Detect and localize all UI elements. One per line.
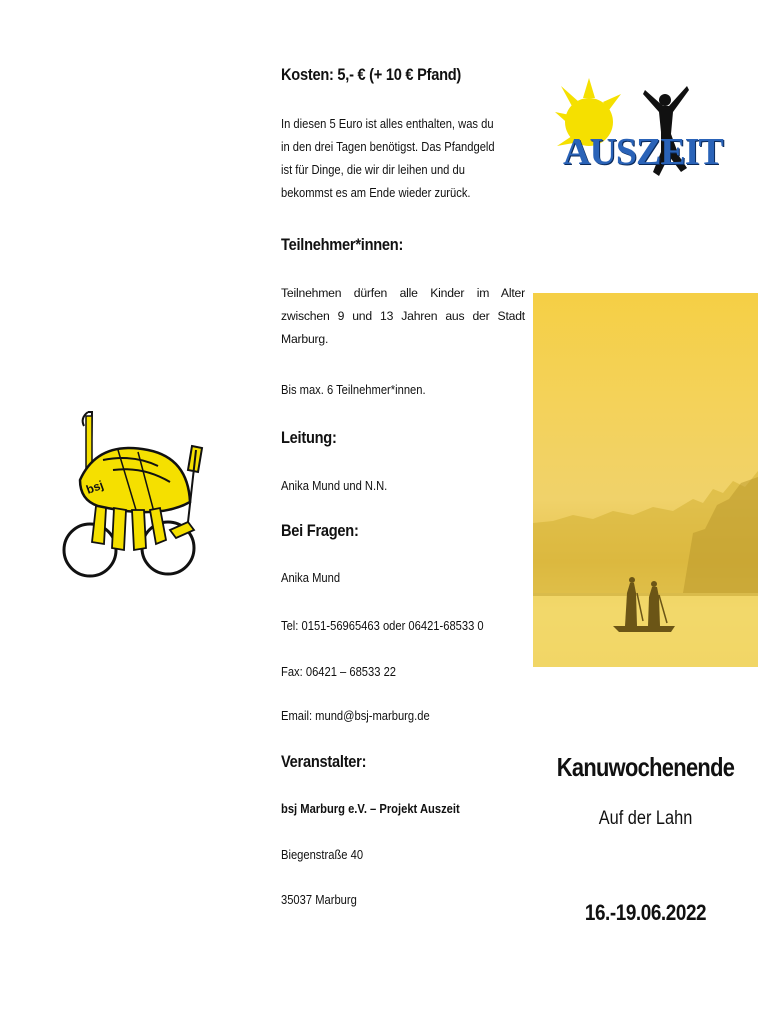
canoe-lake-photo: [533, 293, 758, 667]
cover-title: Kanuwochenende: [556, 752, 735, 782]
participants-text: Teilnehmen dürfen alle Kinder im Alter zwischen 9 und 13 Jahren aus der Stadt Marburg.: [281, 286, 525, 346]
contact-name: Anika Mund: [281, 570, 341, 585]
contact-email[interactable]: Email: mund@bsj-marburg.de: [281, 708, 430, 723]
costs-line: in den drei Tagen benötigst. Das Pfandgeld: [281, 139, 495, 154]
contact-fax: Fax: 06421 – 68533 22: [281, 664, 397, 679]
bsj-logo: [58, 410, 208, 580]
costs-heading: Kosten: 5,- € (+ 10 € Pfand): [281, 65, 462, 84]
costs-text: [281, 112, 495, 204]
organizer-name: bsj Marburg e.V. – Projekt Auszeit: [281, 801, 460, 816]
organizer-city: 35037 Marburg: [281, 892, 357, 907]
auszeit-logo: [549, 72, 723, 222]
participants-max: Bis max. 6 Teilnehmer*innen.: [281, 382, 426, 397]
costs-line: In diesen 5 Euro ist alles enthalten, was du: [281, 116, 494, 131]
costs-line: bekommst es am Ende wieder zurück.: [281, 185, 471, 200]
organizer-heading: Veranstalter:: [281, 752, 367, 771]
organizer-street: Biegenstraße 40: [281, 847, 364, 862]
cover-date: 16.-19.06.2022: [584, 900, 707, 925]
leadership-heading: Leitung:: [281, 428, 337, 447]
leadership-text: Anika Mund und N.N.: [281, 478, 388, 493]
bicycle-wheel-left-icon: [64, 524, 116, 576]
contact-tel: Tel: 0151-56965463 oder 06421-68533 0: [281, 618, 484, 633]
participants-heading: Teilnehmer*innen:: [281, 235, 404, 254]
questions-heading: Bei Fragen:: [281, 521, 359, 540]
cover-subtitle: Auf der Lahn: [598, 808, 693, 829]
auszeit-logo-text: AUSZEIT: [563, 131, 723, 173]
bsj-logo-text: bsj: [84, 477, 106, 497]
costs-line: ist für Dinge, die wir dir leihen und du: [281, 162, 465, 177]
